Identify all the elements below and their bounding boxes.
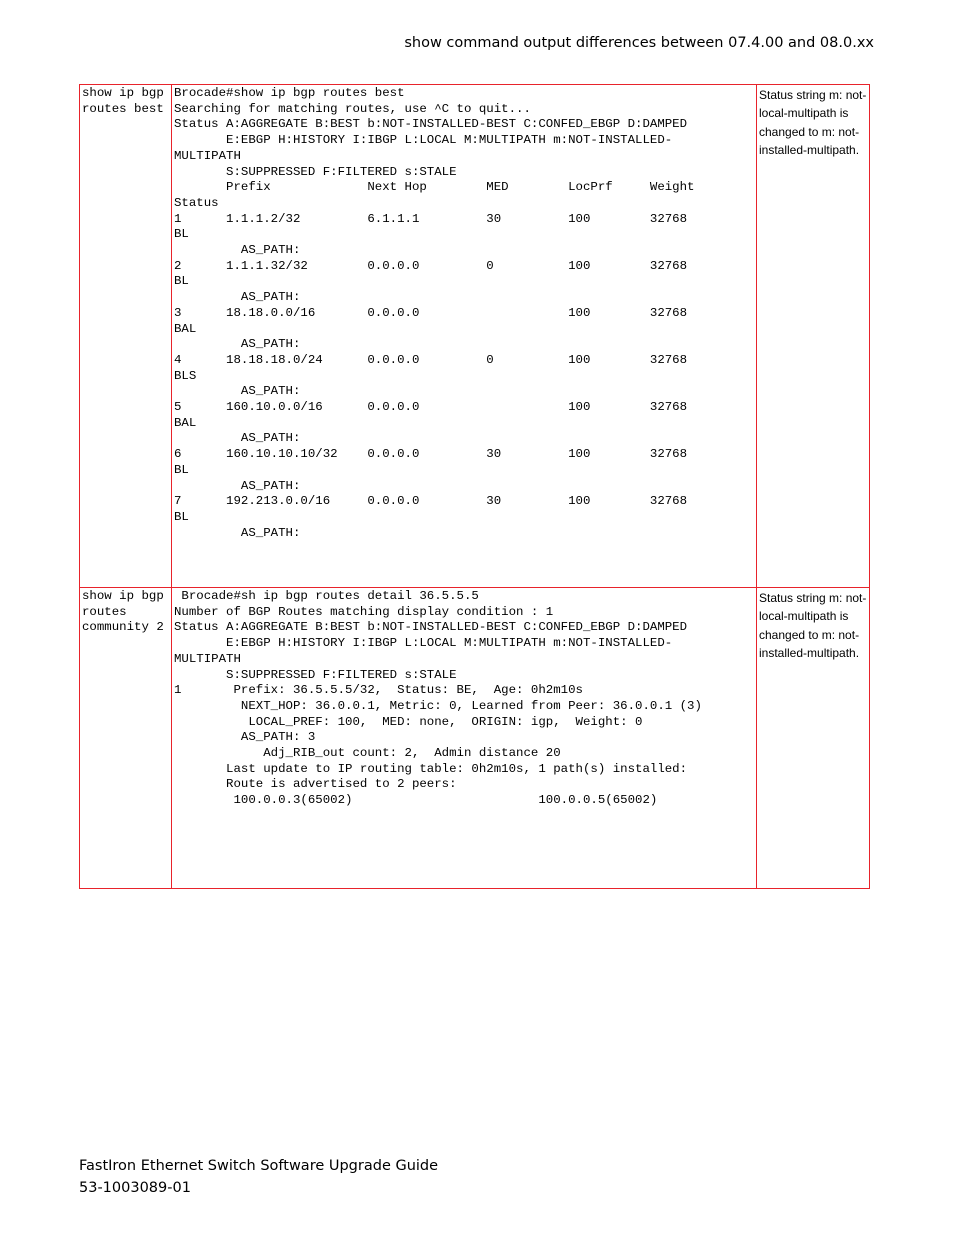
page-header-title: show command output differences between 07.4.00 and 08.0.xx	[404, 35, 874, 51]
change-note: Status string m: not-local-multipath is changed to m: not-installed-multipath.	[759, 88, 867, 157]
table-row	[80, 588, 870, 889]
footer-document-number: 53-1003089-01	[79, 1180, 191, 1196]
page-footer	[79, 1155, 438, 1199]
change-note: Status string m: not-local-multipath is changed to m: not-installed-multipath.	[759, 591, 867, 660]
command-cell	[80, 85, 172, 588]
command-name: show ip bgp routes best	[82, 86, 172, 116]
footer-guide-title: FastIron Ethernet Switch Software Upgrade Guide	[79, 1158, 439, 1174]
command-output: Brocade#show ip bgp routes best Searching for matching routes, use ^C to quit... Status A:AGGREGATE B:BEST b:NOT-INSTALLED-BEST C:CONFED_EBGP D:DAMPED E:EBGP H:HISTORY I:IBGP L:LOCAL M:MULTIPATH m:NOT-INSTALLED- MULTIPATH S:SUPPRESSED F:FILTERED s:STALE Prefix Next Hop MED LocPrf Weight Status 1 1.1.1.2/32 6.1.1.1 30 100 32768 BL AS_PATH: 2 1.1.1.32/32 0.0.0.0 0 100 32768 BL AS_PATH: 3 18.18.0.0/16 0.0.0.0 100 32768 BAL AS_PATH: 4 18.18.18.0/24 0.0.0.0 0 100 32768 BLS AS_PATH: 5 160.10.0.0/16 0.0.0.0 100 32768 BAL AS_PATH: 6 160.10.10.10/32 0.0.0.0 30 100 32768 BL AS_PATH: 7 192.213.0.0/16 0.0.0.0 30 100 32768 BL AS_PATH:	[174, 86, 695, 540]
command-differences-table	[79, 84, 870, 889]
note-cell	[757, 85, 870, 588]
command-cell	[80, 588, 172, 889]
output-cell	[172, 85, 757, 588]
table-row	[80, 85, 870, 588]
command-output: Brocade#sh ip bgp routes detail 36.5.5.5 Number of BGP Routes matching display condition : 1 Status A:AGGREGATE B:BEST b:NOT-INSTALLED-BEST C:CONFED_EBGP D:DAMPED E:EBGP H:HISTORY I:IBGP L:LOCAL M:MULTIPATH m:NOT-INSTALLED- MULTIPATH S:SUPPRESSED F:FILTERED s:STALE 1 Prefix: 36.5.5.5/32, Status: BE, Age: 0h2m10s NEXT_HOP: 36.0.0.1, Metric: 0, Learned from Peer: 36.0.0.1 (3) LOCAL_PREF: 100, MED: none, ORIGIN: igp, Weight: 0 AS_PATH: 3 Adj_RIB_out count: 2, Admin distance 20 Last update to IP routing table: 0h2m10s, 1 path(s) installed: Route is advertised to 2 peers: 100.0.0.3(65002) 100.0.0.5(65002)	[174, 589, 702, 808]
note-cell	[757, 588, 870, 889]
output-cell	[172, 588, 757, 889]
command-name: show ip bgp routes community 2	[82, 589, 172, 635]
